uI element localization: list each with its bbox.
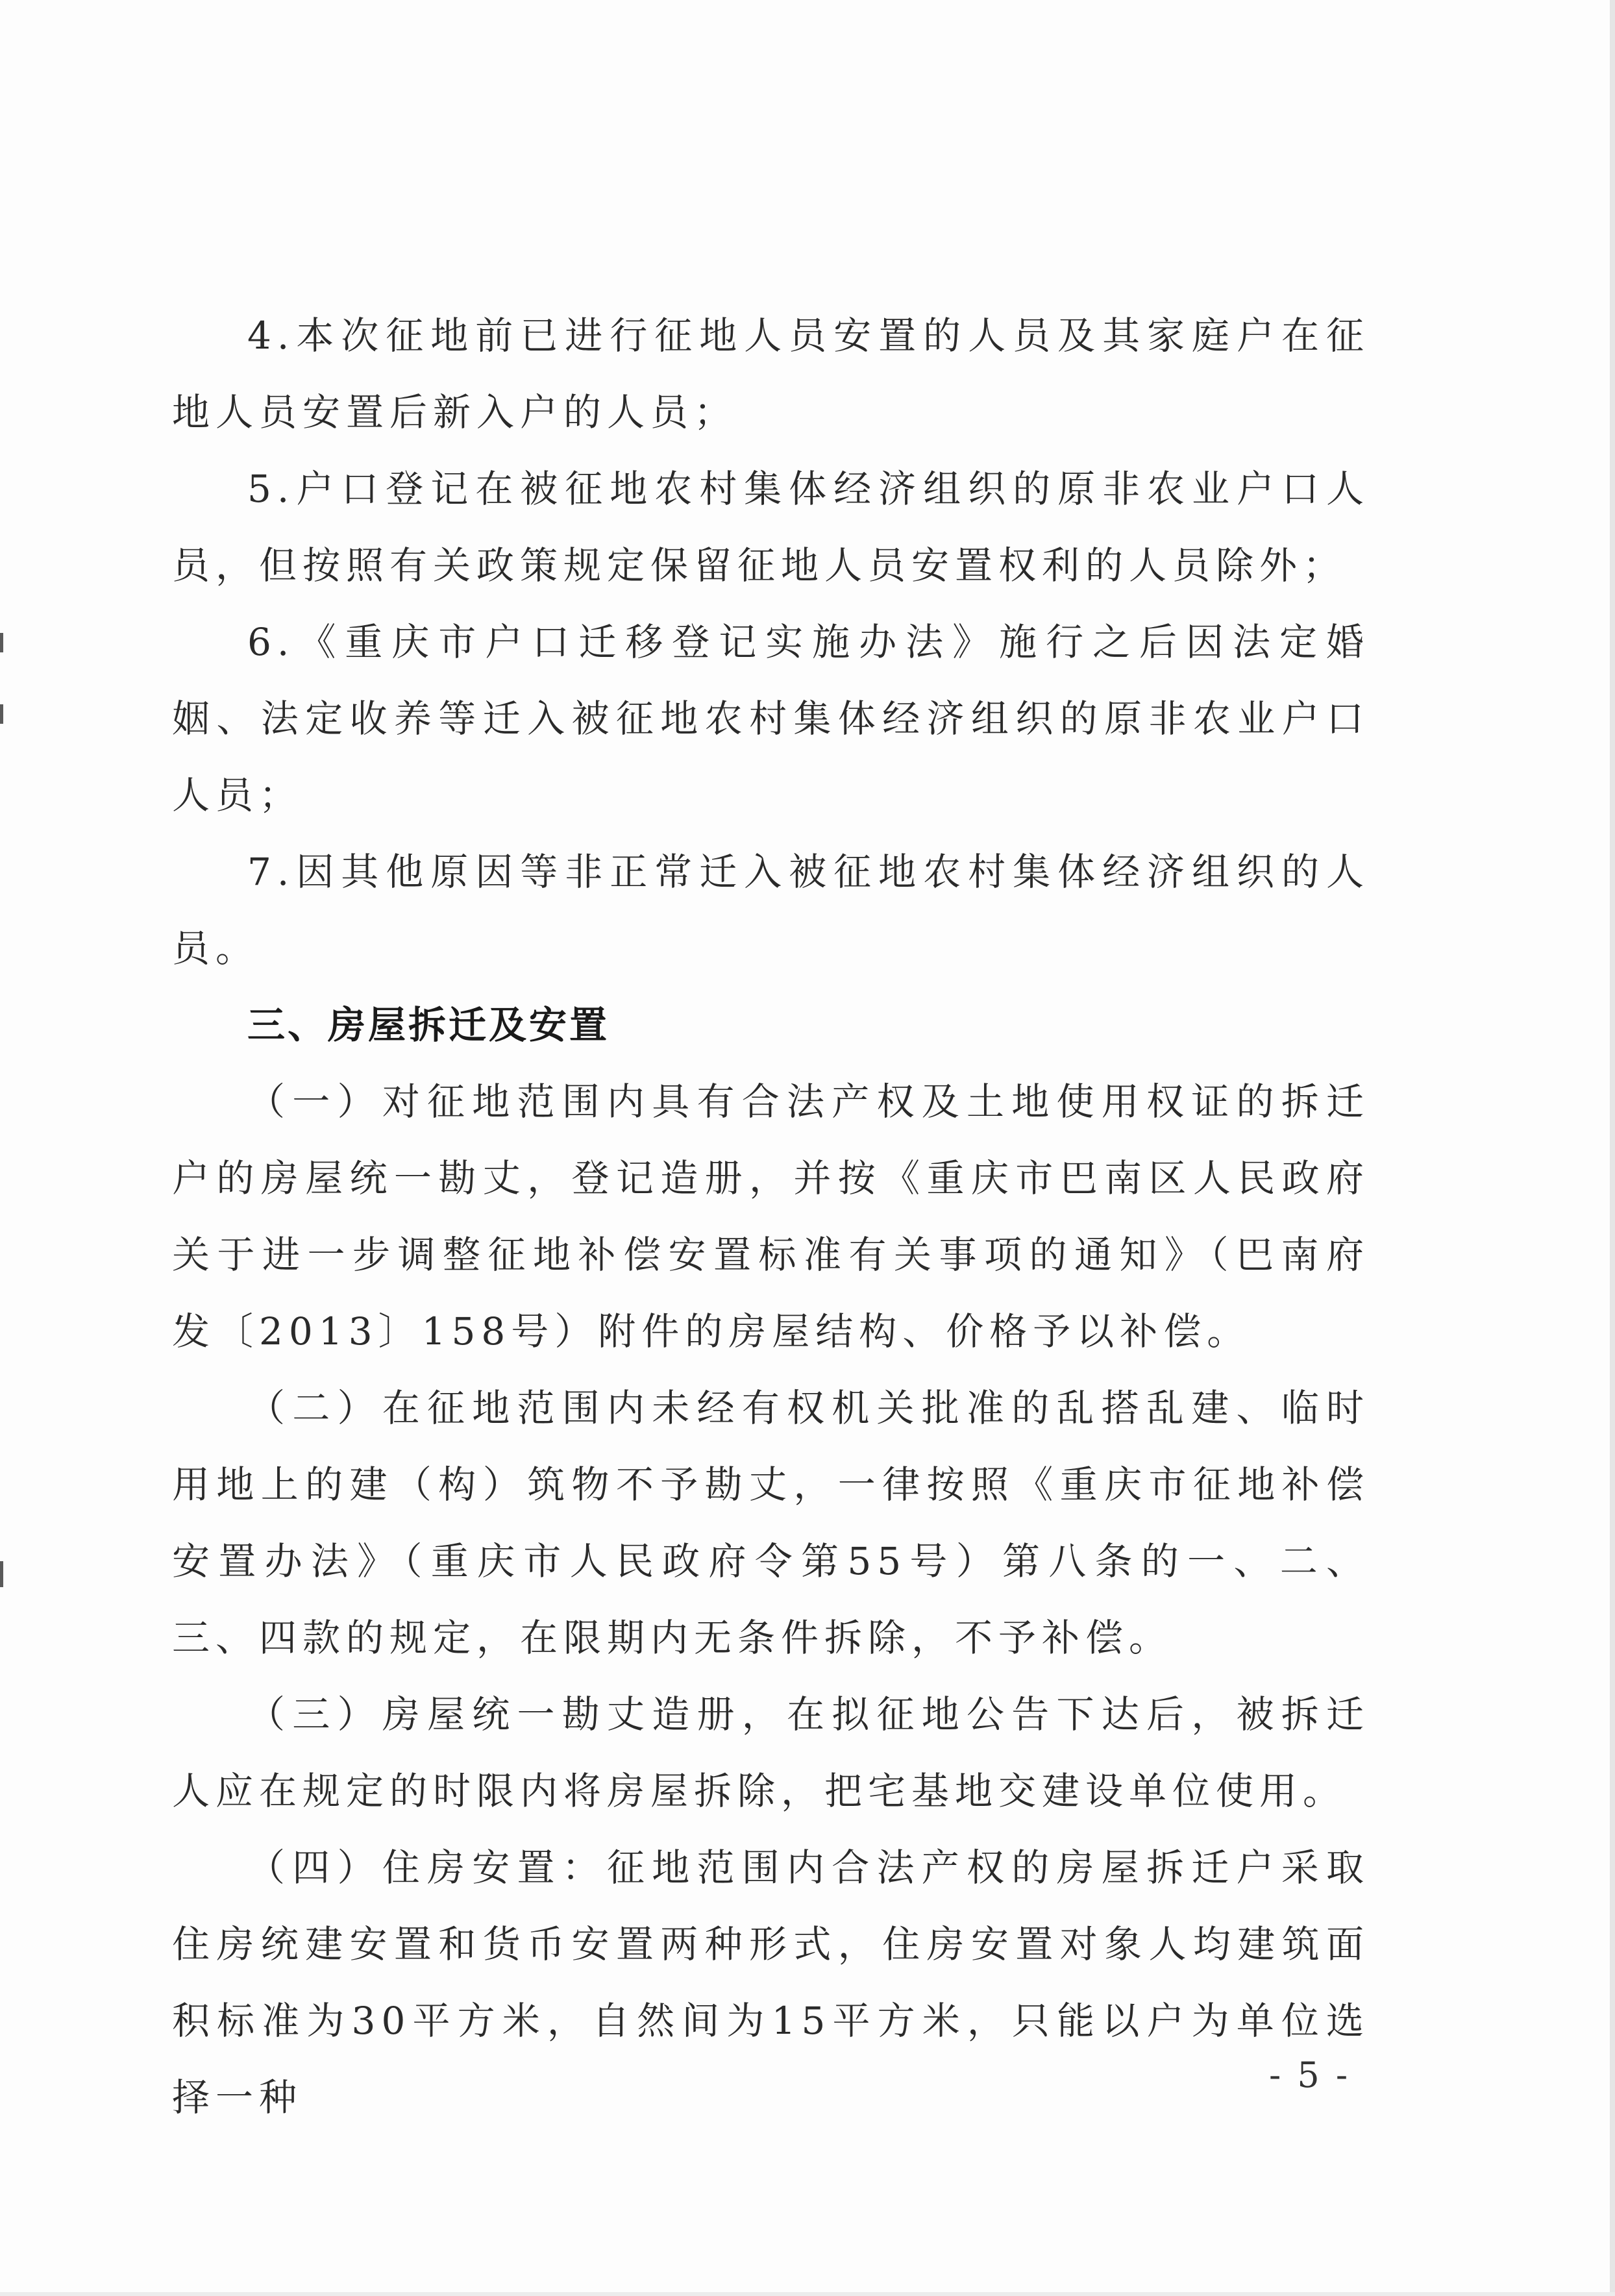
binding-mark bbox=[0, 704, 3, 724]
binding-mark bbox=[0, 1561, 3, 1587]
binding-mark bbox=[0, 633, 3, 652]
body-text bbox=[172, 297, 1370, 2136]
section-heading: 三、房屋拆迁及安置 bbox=[247, 1003, 610, 1047]
list-item-7: 7.因其他原因等非正常迁入被征地农村集体经济组织的人员。 bbox=[172, 850, 1370, 970]
list-item-4: 4.本次征地前已进行征地人员安置的人员及其家庭户在征地人员安置后新入户的人员； bbox=[172, 314, 1370, 434]
scan-edge-right bbox=[1610, 0, 1615, 2296]
page-number: - 5 - bbox=[1269, 2055, 1351, 2095]
subsection-1: （一）对征地范围内具有合法产权及土地使用权证的拆迁户的房屋统一勘丈，登记造册，并按《重庆市巴南区人民政府关于进一步调整征地补偿安置标准有关事项的通知》（巴南府发〔2013〕158号）附件的房屋结构、价格予以补偿。 bbox=[172, 1080, 1370, 1353]
subsection-4: （四）住房安置：征地范围内合法产权的房屋拆迁户采取住房统建安置和货币安置两种形式，住房安置对象人均建筑面积标准为30平方米，自然间为15平方米，只能以户为单位选择一种 bbox=[172, 1845, 1370, 2119]
subsection-2: （二）在征地范围内未经有权机关批准的乱搭乱建、临时用地上的建（构）筑物不予勘丈，一律按照《重庆市征地补偿安置办法》（重庆市人民政府令第55号）第八条的一、二、三、四款的规定，在限期内无条件拆除，不予补偿。 bbox=[172, 1386, 1370, 1660]
list-item-5: 5.户口登记在被征地农村集体经济组织的原非农业户口人员，但按照有关政策规定保留征地人员安置权利的人员除外； bbox=[172, 467, 1370, 587]
subsection-3: （三）房屋统一勘丈造册，在拟征地公告下达后，被拆迁人应在规定的时限内将房屋拆除，把宅基地交建设单位使用。 bbox=[172, 1692, 1370, 1813]
list-item-6: 6.《重庆市户口迁移登记实施办法》施行之后因法定婚姻、法定收养等迁入被征地农村集体经济组织的原非农业户口人员； bbox=[172, 620, 1370, 817]
scan-edge-bottom bbox=[0, 2292, 1615, 2296]
